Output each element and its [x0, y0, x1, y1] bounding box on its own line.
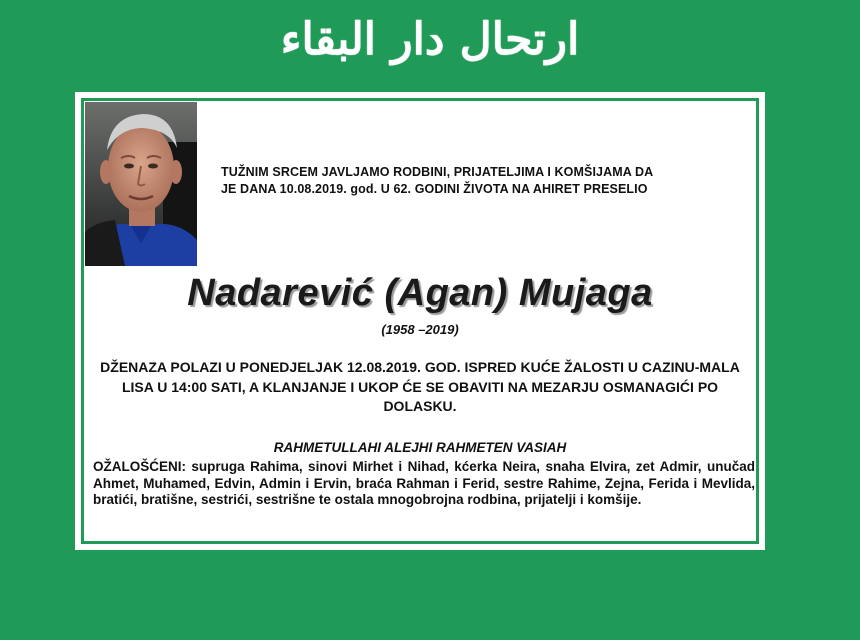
prayer-line: RAHMETULLAHI ALEJHI RAHMETEN VASIAH: [273, 440, 567, 455]
obituary-card: [75, 92, 765, 550]
portrait-image: [85, 102, 197, 266]
life-years: (1958 –2019): [381, 322, 459, 337]
mourners-list: OŽALOŠĆENI: supruga Rahima, sinovi Mirhet i Nihad, kćerka Neira, snaha Elvira, zet Admir, unučad Ahmet, Muhamed, Edvin, Admin i Ervin, braća Rahman i Ferid, sestre Rahime, Zejna, Ferida i Mevlida, bratići, bratišne, sestrići, sestrišne te ostala mnogobrojna rodbina, prijatelji i komšije.: [93, 459, 755, 507]
calligraphy-text: ارتحال دار البقاء: [280, 13, 580, 65]
deceased-name: Nadarević (Agan) Mujaga: [187, 272, 653, 314]
funeral-info: DŽENAZA POLAZI U PONEDJELJAK 12.08.2019. GOD. ISPRED KUĆE ŽALOSTI U CAZINU-MALA LISA U 14:00 SATI, A KLANJANJE I UKOP ĆE SE OBAVITI NA MEZARJU OSMANAGIĆI PO DOLASKU.: [100, 359, 740, 414]
announcement-line-1: TUŽNIM SRCEM JAVLJAMO RODBINI, PRIJATELJIMA I KOMŠIJAMA DA: [221, 165, 654, 179]
arabic-calligraphy-header: [0, 0, 860, 92]
announcement-text: [221, 164, 741, 198]
announcement-line-2: JE DANA 10.08.2019. god. U 62. GODINI ŽIVOTA NA AHIRET PRESELIO: [221, 182, 648, 196]
portrait-photo: [85, 102, 197, 266]
